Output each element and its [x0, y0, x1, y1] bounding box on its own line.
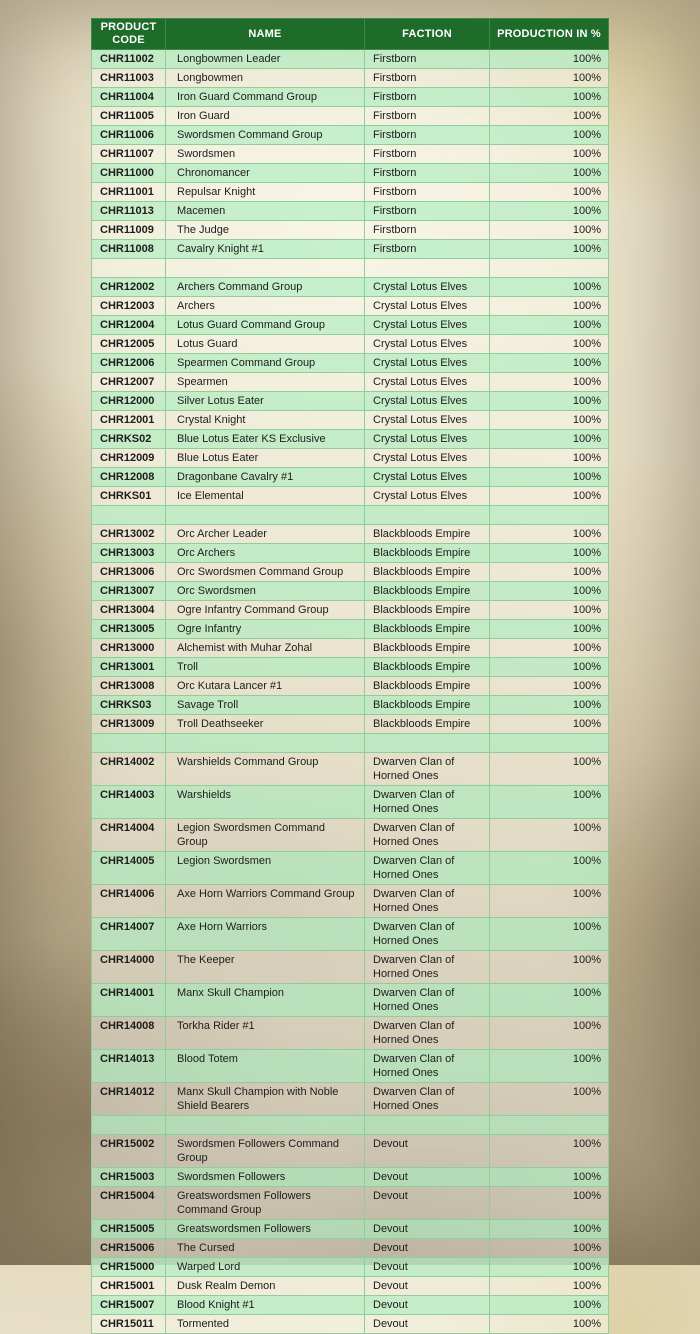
cell-prod: 100%	[490, 316, 609, 335]
cell-code: CHR12000	[92, 392, 166, 411]
cell-prod: 100%	[490, 601, 609, 620]
table-row	[92, 1017, 609, 1050]
cell-faction: Blackbloods Empire	[365, 620, 490, 639]
spacer-row	[92, 1116, 609, 1135]
production-status-table	[91, 18, 609, 1334]
column-header-product-code: PRODUCT CODE	[92, 19, 166, 50]
cell-name: Blue Lotus Eater KS Exclusive	[166, 430, 365, 449]
cell-name: Dusk Realm Demon	[166, 1277, 365, 1296]
cell-code: CHR11013	[92, 202, 166, 221]
cell-name: Orc Kutara Lancer #1	[166, 677, 365, 696]
cell-faction: Firstborn	[365, 69, 490, 88]
cell-prod: 100%	[490, 1083, 609, 1116]
table-row	[92, 525, 609, 544]
cell-name: Ice Elemental	[166, 487, 365, 506]
cell-faction: Firstborn	[365, 240, 490, 259]
cell-code: CHR13004	[92, 601, 166, 620]
cell-code: CHR12009	[92, 449, 166, 468]
cell-prod: 100%	[490, 951, 609, 984]
cell-faction: Crystal Lotus Elves	[365, 335, 490, 354]
table-row	[92, 468, 609, 487]
table-row	[92, 1168, 609, 1187]
cell-faction: Crystal Lotus Elves	[365, 373, 490, 392]
cell-prod: 100%	[490, 1296, 609, 1315]
table-row	[92, 582, 609, 601]
cell-prod	[490, 1116, 609, 1135]
cell-name	[166, 1116, 365, 1135]
cell-code: CHR14000	[92, 951, 166, 984]
table-header	[92, 19, 609, 50]
table-row	[92, 164, 609, 183]
table-row	[92, 544, 609, 563]
cell-code	[92, 506, 166, 525]
table-row	[92, 297, 609, 316]
production-status-table-container	[91, 18, 608, 1334]
cell-name: Longbowmen Leader	[166, 50, 365, 69]
cell-name: Blood Totem	[166, 1050, 365, 1083]
cell-prod	[490, 259, 609, 278]
table-body	[92, 50, 609, 1334]
cell-faction	[365, 506, 490, 525]
cell-code: CHR12008	[92, 468, 166, 487]
table-row	[92, 918, 609, 951]
spacer-row	[92, 259, 609, 278]
cell-code: CHR13009	[92, 715, 166, 734]
table-row	[92, 316, 609, 335]
cell-code: CHR14013	[92, 1050, 166, 1083]
cell-prod: 100%	[490, 525, 609, 544]
cell-name: Swordsmen	[166, 145, 365, 164]
cell-prod: 100%	[490, 582, 609, 601]
cell-code: CHR15001	[92, 1277, 166, 1296]
cell-name: Warshields	[166, 786, 365, 819]
cell-name: Legion Swordsmen	[166, 852, 365, 885]
cell-faction: Dwarven Clan of Horned Ones	[365, 852, 490, 885]
cell-code: CHR13007	[92, 582, 166, 601]
cell-name: Troll	[166, 658, 365, 677]
cell-faction: Dwarven Clan of Horned Ones	[365, 984, 490, 1017]
cell-name: Blue Lotus Eater	[166, 449, 365, 468]
cell-code: CHR14005	[92, 852, 166, 885]
cell-code: CHR14002	[92, 753, 166, 786]
cell-faction: Crystal Lotus Elves	[365, 297, 490, 316]
cell-code: CHR15002	[92, 1135, 166, 1168]
table-row	[92, 278, 609, 297]
cell-prod: 100%	[490, 852, 609, 885]
cell-name: Savage Troll	[166, 696, 365, 715]
cell-code	[92, 734, 166, 753]
cell-code: CHR13006	[92, 563, 166, 582]
cell-code: CHR15004	[92, 1187, 166, 1220]
cell-prod: 100%	[490, 164, 609, 183]
cell-prod: 100%	[490, 278, 609, 297]
cell-faction: Devout	[365, 1187, 490, 1220]
table-row	[92, 601, 609, 620]
cell-name: Iron Guard	[166, 107, 365, 126]
cell-name: Orc Swordsmen	[166, 582, 365, 601]
cell-code: CHR11001	[92, 183, 166, 202]
cell-faction: Dwarven Clan of Horned Ones	[365, 918, 490, 951]
cell-code: CHR13001	[92, 658, 166, 677]
cell-faction: Blackbloods Empire	[365, 563, 490, 582]
cell-prod: 100%	[490, 696, 609, 715]
cell-name: Repulsar Knight	[166, 183, 365, 202]
table-row	[92, 951, 609, 984]
cell-faction: Dwarven Clan of Horned Ones	[365, 1083, 490, 1116]
table-row	[92, 240, 609, 259]
table-row	[92, 430, 609, 449]
cell-faction: Crystal Lotus Elves	[365, 487, 490, 506]
cell-prod: 100%	[490, 563, 609, 582]
cell-prod: 100%	[490, 918, 609, 951]
cell-name: Blood Knight #1	[166, 1296, 365, 1315]
cell-prod: 100%	[490, 715, 609, 734]
table-row	[92, 69, 609, 88]
cell-faction: Firstborn	[365, 221, 490, 240]
table-row	[92, 1220, 609, 1239]
cell-prod: 100%	[490, 373, 609, 392]
cell-code: CHR11002	[92, 50, 166, 69]
table-row	[92, 1315, 609, 1334]
cell-name: Swordsmen Command Group	[166, 126, 365, 145]
header-row	[92, 19, 609, 50]
table-row	[92, 373, 609, 392]
cell-prod: 100%	[490, 639, 609, 658]
cell-code: CHR13000	[92, 639, 166, 658]
cell-faction: Crystal Lotus Elves	[365, 316, 490, 335]
table-row	[92, 786, 609, 819]
cell-prod: 100%	[490, 126, 609, 145]
cell-faction: Devout	[365, 1258, 490, 1277]
cell-name	[166, 259, 365, 278]
cell-faction: Crystal Lotus Elves	[365, 468, 490, 487]
cell-prod: 100%	[490, 297, 609, 316]
table-row	[92, 1187, 609, 1220]
cell-faction: Crystal Lotus Elves	[365, 411, 490, 430]
cell-name: The Cursed	[166, 1239, 365, 1258]
cell-prod: 100%	[490, 753, 609, 786]
cell-prod: 100%	[490, 50, 609, 69]
cell-faction: Dwarven Clan of Horned Ones	[365, 786, 490, 819]
cell-faction	[365, 259, 490, 278]
cell-prod: 100%	[490, 1017, 609, 1050]
cell-code: CHR11008	[92, 240, 166, 259]
cell-prod: 100%	[490, 411, 609, 430]
cell-faction: Firstborn	[365, 88, 490, 107]
cell-code	[92, 259, 166, 278]
cell-name: Legion Swordsmen Command Group	[166, 819, 365, 852]
cell-faction: Blackbloods Empire	[365, 696, 490, 715]
cell-name: Ogre Infantry	[166, 620, 365, 639]
cell-faction: Crystal Lotus Elves	[365, 354, 490, 373]
cell-code: CHR11003	[92, 69, 166, 88]
cell-name: Orc Archers	[166, 544, 365, 563]
cell-code: CHR12005	[92, 335, 166, 354]
cell-faction: Firstborn	[365, 202, 490, 221]
cell-prod: 100%	[490, 354, 609, 373]
cell-prod: 100%	[490, 449, 609, 468]
cell-code: CHR13008	[92, 677, 166, 696]
cell-code: CHR11005	[92, 107, 166, 126]
cell-code: CHR12006	[92, 354, 166, 373]
cell-name: The Judge	[166, 221, 365, 240]
cell-code: CHR12001	[92, 411, 166, 430]
cell-faction: Devout	[365, 1239, 490, 1258]
cell-name: Manx Skull Champion with Noble Shield Bearers	[166, 1083, 365, 1116]
cell-prod: 100%	[490, 487, 609, 506]
cell-faction	[365, 1116, 490, 1135]
cell-faction: Blackbloods Empire	[365, 715, 490, 734]
cell-name: Warshields Command Group	[166, 753, 365, 786]
cell-faction: Devout	[365, 1220, 490, 1239]
cell-code: CHR14012	[92, 1083, 166, 1116]
cell-prod: 100%	[490, 88, 609, 107]
column-header-name: NAME	[166, 19, 365, 50]
cell-name: Dragonbane Cavalry #1	[166, 468, 365, 487]
table-row	[92, 449, 609, 468]
cell-code: CHR12002	[92, 278, 166, 297]
cell-code: CHR11009	[92, 221, 166, 240]
cell-faction: Devout	[365, 1168, 490, 1187]
cell-faction: Dwarven Clan of Horned Ones	[365, 1017, 490, 1050]
cell-name: Alchemist with Muhar Zohal	[166, 639, 365, 658]
cell-prod: 100%	[490, 240, 609, 259]
cell-code: CHR14007	[92, 918, 166, 951]
cell-faction: Devout	[365, 1315, 490, 1334]
cell-prod: 100%	[490, 1258, 609, 1277]
cell-code: CHR13005	[92, 620, 166, 639]
cell-name: Chronomancer	[166, 164, 365, 183]
cell-name: Cavalry Knight #1	[166, 240, 365, 259]
cell-code: CHR14004	[92, 819, 166, 852]
table-row	[92, 202, 609, 221]
cell-prod: 100%	[490, 1239, 609, 1258]
cell-prod: 100%	[490, 1135, 609, 1168]
cell-prod: 100%	[490, 885, 609, 918]
cell-prod	[490, 506, 609, 525]
cell-faction	[365, 734, 490, 753]
cell-name: Orc Archer Leader	[166, 525, 365, 544]
cell-prod: 100%	[490, 1220, 609, 1239]
spacer-row	[92, 734, 609, 753]
cell-name: Iron Guard Command Group	[166, 88, 365, 107]
cell-faction: Crystal Lotus Elves	[365, 392, 490, 411]
cell-name: Warped Lord	[166, 1258, 365, 1277]
cell-code: CHR11006	[92, 126, 166, 145]
table-row	[92, 88, 609, 107]
cell-code: CHR14003	[92, 786, 166, 819]
cell-name: Swordsmen Followers	[166, 1168, 365, 1187]
cell-faction: Crystal Lotus Elves	[365, 449, 490, 468]
cell-prod: 100%	[490, 392, 609, 411]
cell-prod: 100%	[490, 1050, 609, 1083]
cell-faction: Dwarven Clan of Horned Ones	[365, 1050, 490, 1083]
cell-code: CHR11000	[92, 164, 166, 183]
table-row	[92, 1277, 609, 1296]
cell-name: Archers	[166, 297, 365, 316]
table-row	[92, 563, 609, 582]
table-row	[92, 984, 609, 1017]
cell-prod: 100%	[490, 1187, 609, 1220]
cell-prod: 100%	[490, 819, 609, 852]
cell-faction: Crystal Lotus Elves	[365, 278, 490, 297]
cell-name: Axe Horn Warriors Command Group	[166, 885, 365, 918]
cell-code: CHR15000	[92, 1258, 166, 1277]
cell-prod: 100%	[490, 677, 609, 696]
cell-name: Lotus Guard Command Group	[166, 316, 365, 335]
cell-name: Silver Lotus Eater	[166, 392, 365, 411]
table-row	[92, 639, 609, 658]
table-row	[92, 819, 609, 852]
cell-code: CHR15007	[92, 1296, 166, 1315]
cell-prod: 100%	[490, 544, 609, 563]
cell-code: CHR12003	[92, 297, 166, 316]
cell-code: CHR15003	[92, 1168, 166, 1187]
cell-faction: Devout	[365, 1135, 490, 1168]
cell-faction: Devout	[365, 1277, 490, 1296]
cell-code: CHRKS01	[92, 487, 166, 506]
cell-name: Spearmen	[166, 373, 365, 392]
cell-name: Troll Deathseeker	[166, 715, 365, 734]
table-row	[92, 354, 609, 373]
cell-name: Swordsmen Followers Command Group	[166, 1135, 365, 1168]
cell-prod: 100%	[490, 69, 609, 88]
table-row	[92, 620, 609, 639]
cell-name: Tormented	[166, 1315, 365, 1334]
table-row	[92, 753, 609, 786]
cell-code: CHR13003	[92, 544, 166, 563]
cell-faction: Blackbloods Empire	[365, 601, 490, 620]
cell-faction: Firstborn	[365, 164, 490, 183]
cell-faction: Blackbloods Empire	[365, 544, 490, 563]
cell-name: Crystal Knight	[166, 411, 365, 430]
table-row	[92, 1258, 609, 1277]
cell-prod: 100%	[490, 107, 609, 126]
cell-name: Orc Swordsmen Command Group	[166, 563, 365, 582]
table-row	[92, 411, 609, 430]
cell-faction: Firstborn	[365, 145, 490, 164]
table-row	[92, 145, 609, 164]
cell-name: Archers Command Group	[166, 278, 365, 297]
cell-faction: Firstborn	[365, 183, 490, 202]
cell-code: CHR14006	[92, 885, 166, 918]
table-row	[92, 658, 609, 677]
cell-faction: Crystal Lotus Elves	[365, 430, 490, 449]
cell-code: CHR11004	[92, 88, 166, 107]
cell-code: CHRKS02	[92, 430, 166, 449]
cell-name: Greatswordsmen Followers	[166, 1220, 365, 1239]
cell-name	[166, 506, 365, 525]
cell-faction: Blackbloods Empire	[365, 658, 490, 677]
cell-prod: 100%	[490, 658, 609, 677]
cell-code: CHR12004	[92, 316, 166, 335]
cell-faction: Dwarven Clan of Horned Ones	[365, 951, 490, 984]
cell-prod: 100%	[490, 202, 609, 221]
cell-name: Axe Horn Warriors	[166, 918, 365, 951]
table-row	[92, 335, 609, 354]
table-row	[92, 696, 609, 715]
table-row	[92, 1050, 609, 1083]
cell-code: CHR15006	[92, 1239, 166, 1258]
cell-faction: Firstborn	[365, 50, 490, 69]
cell-code: CHR13002	[92, 525, 166, 544]
table-row	[92, 1239, 609, 1258]
cell-name	[166, 734, 365, 753]
cell-code: CHR11007	[92, 145, 166, 164]
cell-name: Torkha Rider #1	[166, 1017, 365, 1050]
cell-name: Ogre Infantry Command Group	[166, 601, 365, 620]
cell-code: CHR12007	[92, 373, 166, 392]
cell-faction: Dwarven Clan of Horned Ones	[365, 753, 490, 786]
cell-faction: Firstborn	[365, 107, 490, 126]
cell-prod: 100%	[490, 221, 609, 240]
cell-prod: 100%	[490, 145, 609, 164]
table-row	[92, 1135, 609, 1168]
table-row	[92, 677, 609, 696]
cell-prod: 100%	[490, 183, 609, 202]
table-row	[92, 126, 609, 145]
cell-faction: Blackbloods Empire	[365, 525, 490, 544]
cell-faction: Dwarven Clan of Horned Ones	[365, 819, 490, 852]
cell-faction: Blackbloods Empire	[365, 677, 490, 696]
cell-code: CHR14008	[92, 1017, 166, 1050]
table-row	[92, 885, 609, 918]
cell-name: Longbowmen	[166, 69, 365, 88]
cell-prod: 100%	[490, 468, 609, 487]
cell-prod	[490, 734, 609, 753]
table-row	[92, 852, 609, 885]
cell-faction: Devout	[365, 1296, 490, 1315]
table-row	[92, 1296, 609, 1315]
column-header-faction: FACTION	[365, 19, 490, 50]
cell-faction: Blackbloods Empire	[365, 582, 490, 601]
cell-prod: 100%	[490, 1315, 609, 1334]
cell-code: CHR15011	[92, 1315, 166, 1334]
cell-prod: 100%	[490, 786, 609, 819]
cell-faction: Dwarven Clan of Horned Ones	[365, 885, 490, 918]
cell-prod: 100%	[490, 984, 609, 1017]
cell-prod: 100%	[490, 1168, 609, 1187]
cell-faction: Firstborn	[365, 126, 490, 145]
spacer-row	[92, 506, 609, 525]
cell-code: CHRKS03	[92, 696, 166, 715]
cell-code	[92, 1116, 166, 1135]
cell-name: Greatswordsmen Followers Command Group	[166, 1187, 365, 1220]
table-row	[92, 183, 609, 202]
table-row	[92, 487, 609, 506]
cell-prod: 100%	[490, 335, 609, 354]
column-header-production: PRODUCTION IN %	[490, 19, 609, 50]
table-row	[92, 715, 609, 734]
cell-prod: 100%	[490, 430, 609, 449]
cell-code: CHR14001	[92, 984, 166, 1017]
cell-faction: Blackbloods Empire	[365, 639, 490, 658]
table-row	[92, 1083, 609, 1116]
table-row	[92, 392, 609, 411]
cell-prod: 100%	[490, 1277, 609, 1296]
cell-name: Spearmen Command Group	[166, 354, 365, 373]
cell-name: Lotus Guard	[166, 335, 365, 354]
cell-name: The Keeper	[166, 951, 365, 984]
cell-name: Macemen	[166, 202, 365, 221]
cell-code: CHR15005	[92, 1220, 166, 1239]
table-row	[92, 221, 609, 240]
cell-prod: 100%	[490, 620, 609, 639]
table-row	[92, 107, 609, 126]
table-row	[92, 50, 609, 69]
cell-name: Manx Skull Champion	[166, 984, 365, 1017]
